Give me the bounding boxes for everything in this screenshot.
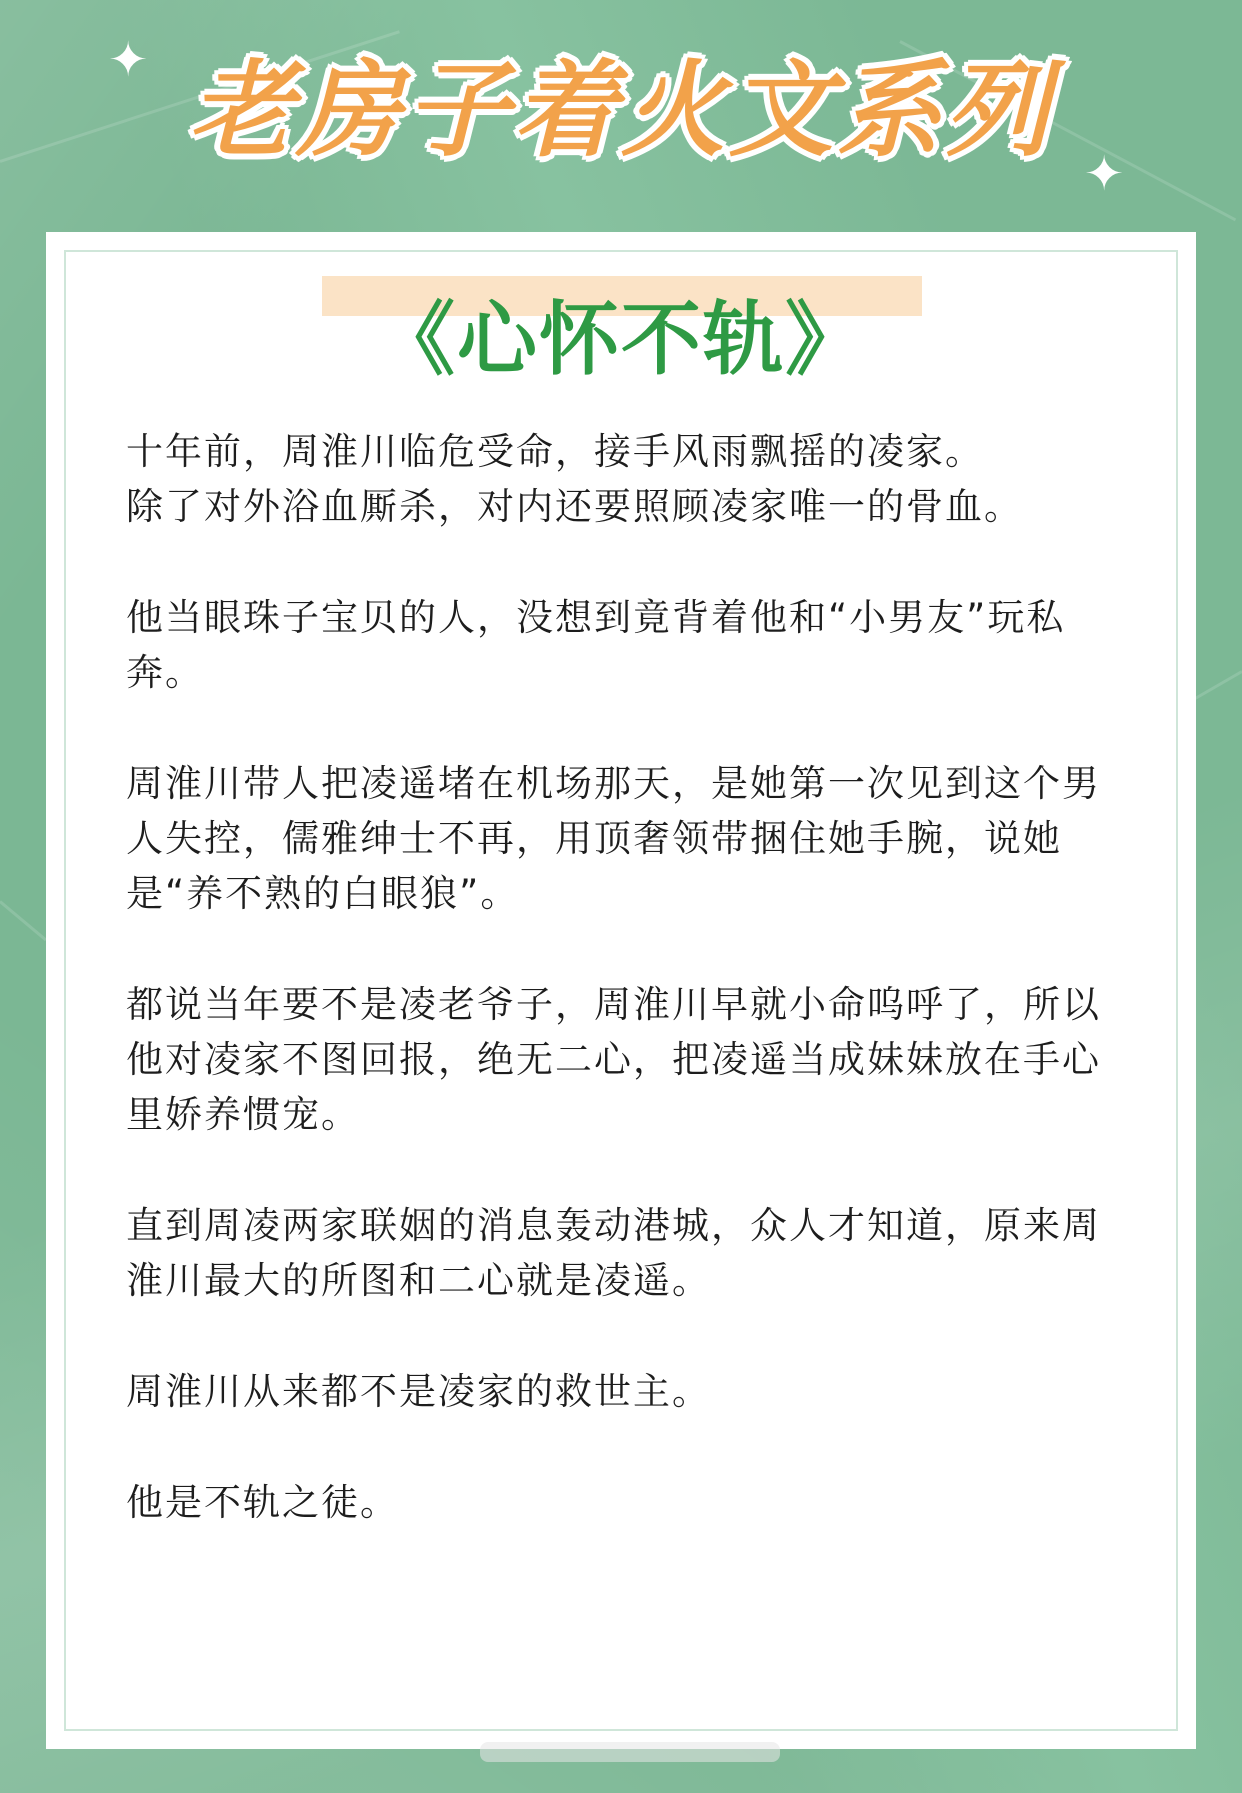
synopsis: [126, 424, 1126, 1586]
paragraph: 都说当年要不是凌老爷子，周淮川早就小命呜呼了，所以他对凌家不图回报，绝无二心，把凌遥当成妹妹放在手心里娇养惯宠。: [126, 983, 1101, 1136]
sparkle-icon: ✦: [1084, 146, 1125, 202]
sparkle-icon: ✦: [108, 32, 149, 88]
book-title-wrap: [46, 290, 1196, 390]
paragraph: 除了对外浴血厮杀，对内还要照顾凌家唯一的骨血。: [126, 485, 1023, 528]
watermark: [480, 1742, 780, 1762]
paragraph: 直到周凌两家联姻的消息轰动港城，众人才知道，原来周淮川最大的所图和二心就是凌遥。: [126, 1204, 1101, 1302]
content-card: [46, 232, 1196, 1749]
book-title: 《心怀不轨》: [375, 293, 867, 386]
series-title: 老房子着火文系列: [188, 49, 1053, 171]
paragraph: 他当眼珠子宝贝的人，没想到竟背着他和“小男友”玩私奔。: [126, 596, 1066, 694]
paragraph: 十年前，周淮川临危受命，接手风雨飘摇的凌家。: [126, 430, 984, 473]
paragraph: 周淮川带人把凌遥堵在机场那天，是她第一次见到这个男人失控，儒雅绅士不再，用顶奢领带捆住她手腕，说她是“养不熟的白眼狼”。: [126, 762, 1101, 915]
paragraph: 周淮川从来都不是凌家的救世主。: [126, 1370, 711, 1413]
paragraph: 他是不轨之徒。: [126, 1481, 399, 1524]
